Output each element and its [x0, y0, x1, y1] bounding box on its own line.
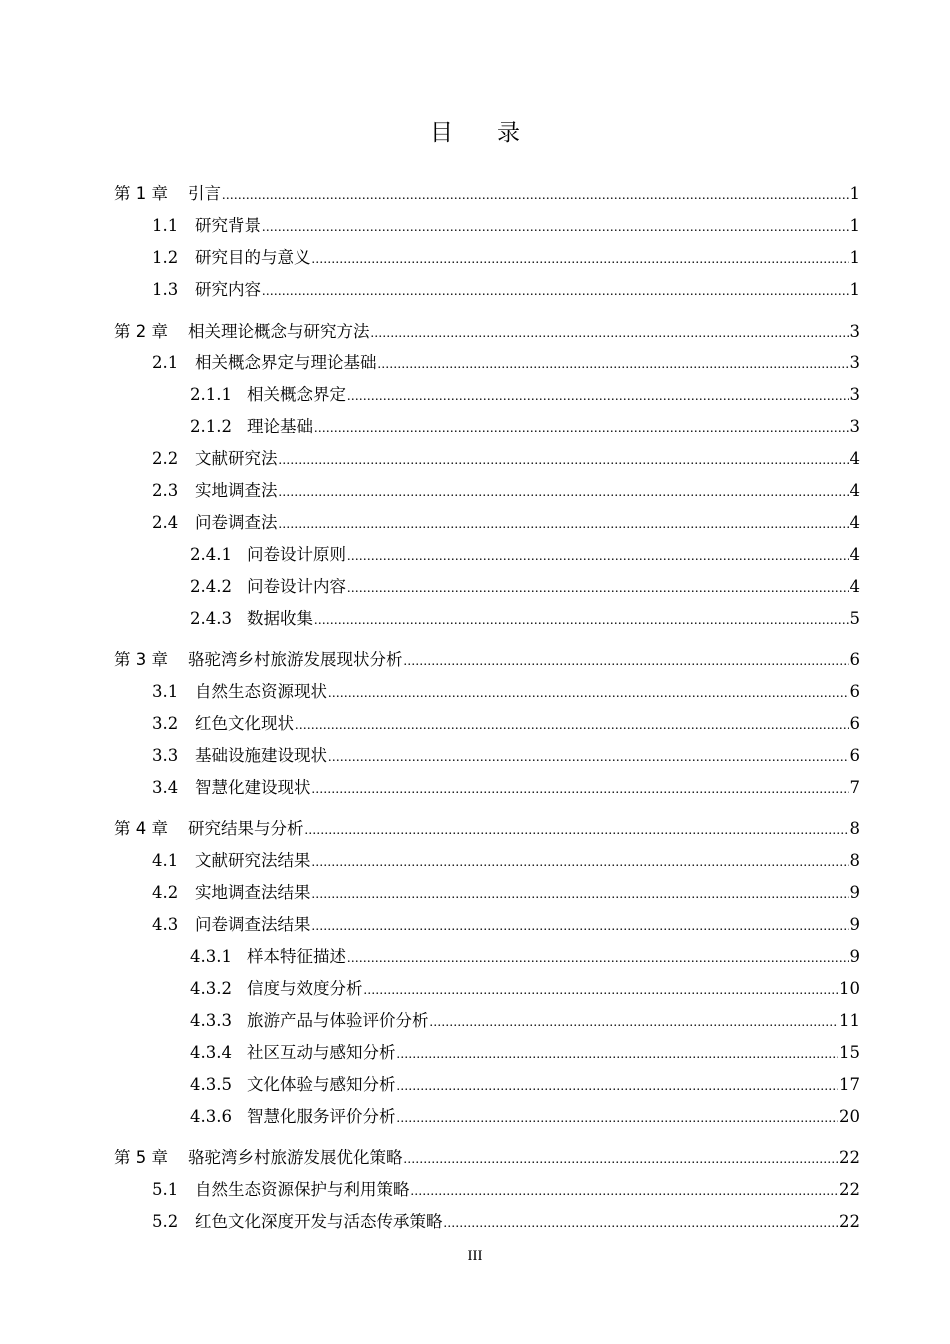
toc-entry-title: 骆驼湾乡村旅游发展现状分析	[188, 650, 403, 669]
toc-entry[interactable]	[152, 711, 860, 737]
toc-entry-page: 11	[839, 1011, 860, 1030]
toc-entry-number: 4.1	[152, 851, 179, 870]
toc-entry[interactable]	[152, 277, 860, 303]
toc-entry-page: 3	[849, 322, 860, 341]
toc-entry-title: 研究背景	[195, 216, 261, 235]
toc-entry-number: 4.3	[152, 915, 179, 934]
toc-entry-title: 研究结果与分析	[188, 819, 304, 838]
toc-entry-number: 5.1	[152, 1180, 179, 1199]
toc-entry-page: 4	[849, 577, 860, 596]
toc-entry[interactable]	[152, 880, 860, 906]
toc-entry[interactable]	[190, 414, 860, 440]
toc-entry-number: 第 5 章	[114, 1148, 168, 1167]
toc-entry[interactable]	[152, 679, 860, 705]
toc-leader-dots	[397, 1108, 839, 1130]
toc-leader-dots	[347, 578, 849, 600]
toc-entry-number: 1.1	[152, 216, 179, 235]
toc-entry-page: 17	[839, 1075, 860, 1094]
toc-entry[interactable]	[152, 912, 860, 938]
toc-entry-title: 智慧化建设现状	[195, 778, 311, 797]
toc-title	[0, 114, 950, 147]
toc-entry-title: 信度与效度分析	[247, 979, 363, 998]
toc-entry-title: 数据收集	[247, 609, 313, 628]
toc-entry[interactable]	[190, 1072, 860, 1098]
toc-leader-dots	[314, 418, 849, 440]
toc-entry-number: 3.4	[152, 778, 179, 797]
toc-entry-page: 4	[849, 481, 860, 500]
toc-entry-page: 9	[849, 915, 860, 934]
toc-entry[interactable]	[152, 478, 860, 504]
toc-entry[interactable]	[152, 1177, 860, 1203]
toc-entry-title: 自然生态资源现状	[195, 682, 327, 701]
toc-entry-title: 智慧化服务评价分析	[247, 1107, 396, 1126]
toc-leader-dots	[312, 852, 849, 874]
toc-entry-page: 3	[849, 353, 860, 372]
toc-leader-dots	[371, 323, 849, 345]
toc-entry[interactable]	[114, 647, 860, 673]
toc-entry[interactable]	[114, 1145, 860, 1171]
toc-entry-page: 10	[839, 979, 860, 998]
toc-title-left: 目	[430, 120, 453, 146]
toc-entry-title: 红色文化现状	[195, 714, 294, 733]
toc-leader-dots	[444, 1213, 839, 1235]
toc-entry-title: 文献研究法结果	[195, 851, 311, 870]
toc-entry[interactable]	[152, 1209, 860, 1235]
toc-entry[interactable]	[190, 606, 860, 632]
toc-entry-page: 6	[849, 682, 860, 701]
toc-entry-title: 文化体验与感知分析	[247, 1075, 396, 1094]
toc-leader-dots	[404, 1149, 839, 1171]
toc-entry-number: 2.3	[152, 481, 179, 500]
toc-leader-dots	[295, 715, 849, 737]
toc-entry-page: 4	[849, 545, 860, 564]
toc-leader-dots	[404, 651, 849, 673]
toc-entry-title: 相关概念界定与理论基础	[195, 353, 377, 372]
toc-entry[interactable]	[190, 944, 860, 970]
toc-leader-dots	[312, 249, 849, 271]
toc-entry-number: 3.1	[152, 682, 179, 701]
toc-entry-number: 第 1 章	[114, 184, 168, 203]
toc-entry-page: 22	[839, 1148, 860, 1167]
toc-leader-dots	[347, 386, 849, 408]
toc-entry-number: 4.3.1	[190, 947, 232, 966]
toc-entry-page: 6	[849, 650, 860, 669]
toc-entry-title: 文献研究法	[195, 449, 278, 468]
toc-entry-number: 4.3.3	[190, 1011, 232, 1030]
toc-entry-number: 2.4.1	[190, 545, 232, 564]
toc-entry-number: 5.2	[152, 1212, 179, 1231]
toc-leader-dots	[314, 610, 849, 632]
toc-entry-title: 骆驼湾乡村旅游发展优化策略	[188, 1148, 403, 1167]
toc-entry-title: 相关概念界定	[247, 385, 346, 404]
toc-entry-title: 问卷调查法	[195, 513, 278, 532]
toc-entry-number: 4.3.4	[190, 1043, 232, 1062]
toc-leader-dots	[347, 546, 849, 568]
toc-leader-dots	[411, 1181, 839, 1203]
toc-entry[interactable]	[152, 775, 860, 801]
toc-entry-title: 研究目的与意义	[195, 248, 311, 267]
toc-entry-title: 引言	[188, 184, 221, 203]
toc-entry-title: 实地调查法	[195, 481, 278, 500]
toc-entry-title: 旅游产品与体验评价分析	[247, 1011, 429, 1030]
toc-entry-page: 3	[849, 417, 860, 436]
toc-leader-dots	[378, 354, 849, 376]
toc-entry-number: 4.2	[152, 883, 179, 902]
toc-entry-number: 2.1	[152, 353, 179, 372]
toc-entry[interactable]	[190, 1104, 860, 1130]
toc-entry-number: 4.3.6	[190, 1107, 232, 1126]
toc-leader-dots	[279, 514, 849, 536]
toc-entry-title: 问卷设计内容	[247, 577, 346, 596]
toc-entry-page: 22	[839, 1180, 860, 1199]
toc-entry-title: 社区互动与感知分析	[247, 1043, 396, 1062]
toc-entry-page: 7	[849, 778, 860, 797]
toc-entry-number: 3.3	[152, 746, 179, 765]
toc-entry-title: 自然生态资源保护与利用策略	[195, 1180, 410, 1199]
toc-entry-page: 4	[849, 449, 860, 468]
toc-entry-number: 3.2	[152, 714, 179, 733]
toc-entry-page: 9	[849, 883, 860, 902]
toc-entry-page: 5	[849, 609, 860, 628]
toc-entry-page: 1	[849, 248, 860, 267]
toc-entry-page: 6	[849, 746, 860, 765]
toc-entry[interactable]	[190, 1008, 860, 1034]
toc-leader-dots	[305, 820, 849, 842]
toc-entry[interactable]	[190, 574, 860, 600]
toc-leader-dots	[312, 884, 849, 906]
toc-entry-title: 样本特征描述	[247, 947, 346, 966]
toc-entry-title: 问卷设计原则	[247, 545, 346, 564]
toc-entry[interactable]	[190, 976, 860, 1002]
toc-entry[interactable]	[152, 245, 860, 271]
toc-entry-number: 2.4.2	[190, 577, 232, 596]
toc-leader-dots	[430, 1012, 839, 1034]
toc-entry-page: 3	[849, 385, 860, 404]
toc-entry[interactable]	[152, 510, 860, 536]
toc-leader-dots	[397, 1044, 839, 1066]
toc-entry-number: 第 3 章	[114, 650, 168, 669]
toc-entry-number: 1.3	[152, 280, 179, 299]
toc-entry[interactable]	[152, 743, 860, 769]
toc-leader-dots	[262, 281, 849, 303]
toc-entry-page: 1	[849, 216, 860, 235]
toc-entry-page: 4	[849, 513, 860, 532]
toc-leader-dots	[397, 1076, 839, 1098]
toc-entry-number: 第 2 章	[114, 322, 168, 341]
toc-entry-page: 9	[849, 947, 860, 966]
toc-entry-number: 2.1.2	[190, 417, 232, 436]
toc-entry-number: 2.4.3	[190, 609, 232, 628]
toc-entry-number: 2.4	[152, 513, 179, 532]
toc-entry-title: 研究内容	[195, 280, 261, 299]
toc-entry-page: 22	[839, 1212, 860, 1231]
toc-entry-number: 第 4 章	[114, 819, 168, 838]
toc-entry-title: 问卷调查法结果	[195, 915, 311, 934]
toc-entry[interactable]	[152, 350, 860, 376]
toc-entry[interactable]	[190, 1040, 860, 1066]
toc-entry[interactable]	[152, 848, 860, 874]
toc-entry-title: 相关理论概念与研究方法	[188, 322, 370, 341]
toc-leader-dots	[328, 683, 849, 705]
toc-entry-page: 20	[839, 1107, 860, 1126]
toc-entry-number: 1.2	[152, 248, 179, 267]
toc-entry-title: 理论基础	[247, 417, 313, 436]
toc-leader-dots	[279, 450, 849, 472]
toc-entry[interactable]	[114, 816, 860, 842]
toc-leader-dots	[222, 185, 849, 207]
toc-leader-dots	[262, 217, 849, 239]
toc-leader-dots	[328, 747, 849, 769]
toc-entry-page: 1	[849, 280, 860, 299]
toc-entry-title: 基础设施建设现状	[195, 746, 327, 765]
toc-entry-title: 红色文化深度开发与活态传承策略	[195, 1212, 443, 1231]
toc-entry[interactable]	[190, 382, 860, 408]
toc-leader-dots	[364, 980, 839, 1002]
toc-title-right: 录	[497, 120, 520, 146]
toc-entry-number: 2.2	[152, 449, 179, 468]
toc-entry[interactable]	[114, 319, 860, 345]
toc-entry[interactable]	[152, 446, 860, 472]
toc-entry-page: 1	[849, 184, 860, 203]
toc-entry[interactable]	[190, 542, 860, 568]
toc-leader-dots	[279, 482, 849, 504]
toc-entry-page: 8	[849, 851, 860, 870]
toc-leader-dots	[312, 779, 849, 801]
toc-entry-title: 实地调查法结果	[195, 883, 311, 902]
toc-entry[interactable]	[152, 213, 860, 239]
toc-entry-number: 2.1.1	[190, 385, 232, 404]
toc-entry[interactable]	[114, 181, 860, 207]
toc-leader-dots	[312, 916, 849, 938]
toc-entry-number: 4.3.2	[190, 979, 232, 998]
toc-leader-dots	[347, 948, 849, 970]
toc-entry-page: 6	[849, 714, 860, 733]
page-number-footer: III	[467, 1248, 483, 1264]
toc-entry-page: 8	[849, 819, 860, 838]
toc-entry-page: 15	[839, 1043, 860, 1062]
toc-entry-number: 4.3.5	[190, 1075, 232, 1094]
